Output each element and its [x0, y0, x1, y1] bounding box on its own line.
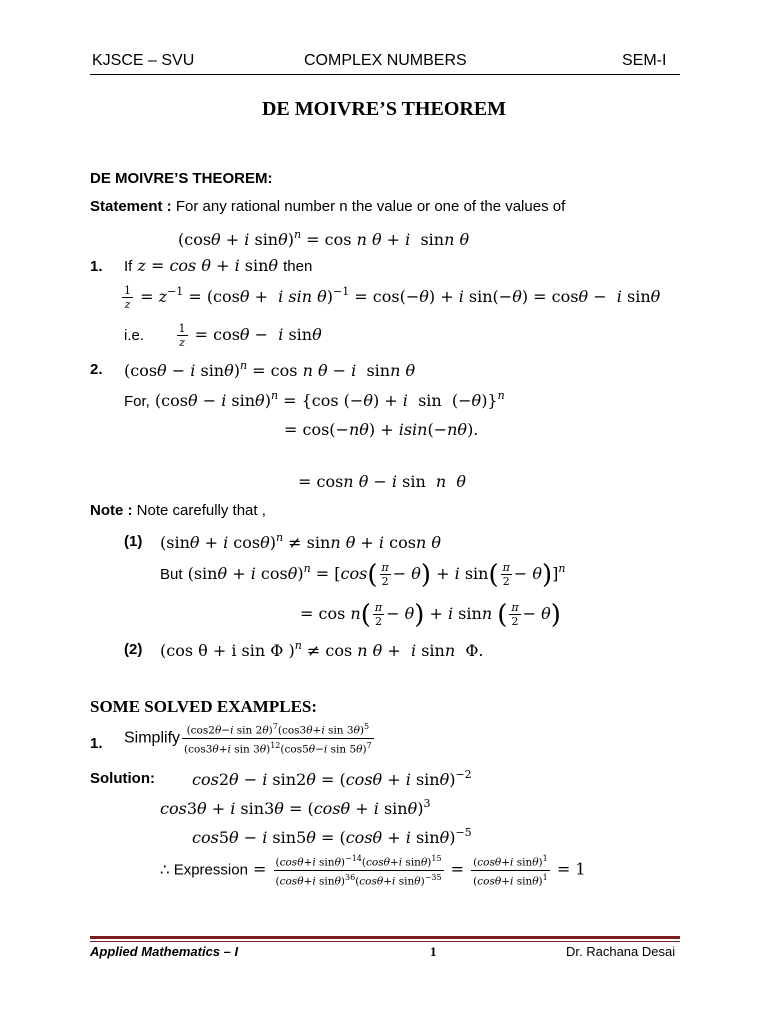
- footer-rule-thin: [90, 941, 680, 942]
- example-1-number: 1.: [90, 735, 103, 752]
- note-text: Note carefully that ,: [132, 502, 266, 519]
- note-1-but-line: But (sinθ + i cosθ)$^n$ = [cos( $\frac{\pi}{2}$ − θ) + i sin( $\frac{\pi}{2}$ − θ)]$^n$: [160, 560, 566, 590]
- item-2-proof-line3: = cosn θ − i sin n θ: [298, 472, 467, 491]
- note-1-formula: (sinθ + i cosθ)$^n$ ≠ sinn θ + i cosn θ: [160, 531, 441, 552]
- item-2-formula: (cosθ − i sinθ)$^n$ = cos n θ − i sinn θ: [124, 359, 416, 380]
- ie-formula: i.e. $\frac{1}{z}$ = cosθ − i sinθ: [124, 322, 322, 349]
- header-right: SEM-I: [622, 52, 667, 69]
- note: [90, 502, 266, 519]
- statement: [90, 198, 565, 215]
- footer-right: Dr. Rachana Desai: [566, 944, 676, 959]
- footer-rule-thick: [90, 936, 680, 939]
- note-1-number: (1): [124, 533, 143, 550]
- solution-line-2: cos3θ + i sin3θ = (cosθ + i sinθ)$^3$: [160, 797, 431, 818]
- page-title: DE MOIVRE’S THEOREM: [261, 98, 507, 120]
- note-2-formula: (cos θ + i sin Φ )$^n$ ≠ cos n θ + i sinn Φ.: [160, 639, 484, 660]
- footer-page-number: 1: [430, 944, 437, 959]
- solution-line-3: cos5θ − i sin5θ = (cosθ + i sinθ)$^{-5}$: [192, 826, 472, 847]
- header-rule: [90, 74, 680, 75]
- note-label: Note :: [90, 502, 133, 519]
- item-1-number: 1.: [90, 258, 103, 275]
- de-moivre-formula: (cosθ + i sinθ)$^n$ = cos n θ + i sinn θ: [178, 228, 470, 249]
- solution-expression: ∴ Expression = $\frac{(\cos\theta+i \sin\theta)^{-14}(\cos\theta+i \sin\theta)^{15}}{(\cos\theta+i \sin\theta)^{36}(\cos\theta+i \sin\theta)^{-35}}$ = $\frac{(\cos\theta+i \sin\theta)^1}{(\cos\theta+i \sin\theta)^1}$ = 1: [160, 854, 586, 887]
- section-heading: DE MOIVRE’S THEOREM:: [90, 170, 273, 187]
- solution-line-1: cos2θ − i sin2θ = (cosθ + i sinθ)$^{-2}$: [192, 768, 472, 789]
- item-2-number: 2.: [90, 361, 103, 378]
- header-center: COMPLEX NUMBERS: [304, 52, 467, 69]
- statement-text: For any rational number n the value or one of the values of: [171, 198, 566, 215]
- examples-heading: SOME SOLVED EXAMPLES:: [90, 697, 318, 716]
- note-1-result: = cos n( $\frac{\pi}{2}$ − θ) + i sinn ( $\frac{\pi}{2}$ − θ): [300, 600, 561, 630]
- reciprocal-formula: $\frac{1}{z}$ = $z^{-1} = (\cos\theta + i$ sin θ)$^{-1}$ = cos(−θ) + i sin(−θ) = cosθ − i sinθ: [124, 284, 661, 311]
- example-1-problem: Simplify $\frac{(\cos 2\theta-i \sin 2\theta)^7(\cos 3\theta+i \sin 3\theta)^5}{(\cos 3\theta+i \sin 3\theta)^{12}(\cos 5\theta-i \sin 5\theta)^7}$: [124, 722, 372, 755]
- item-1-line: If z = cos θ + i sinθ then: [124, 256, 313, 275]
- statement-label: Statement :: [90, 198, 172, 215]
- item-2-proof-line1: For, (cosθ − i sinθ)$^n$ = {cos (−θ) + i sin (−θ)}$^n$: [124, 389, 505, 410]
- header-left: KJSCE – SVU: [92, 52, 195, 69]
- solution-label: Solution:: [90, 770, 155, 787]
- note-2-number: (2): [124, 641, 143, 658]
- item-2-proof-line2: = cos(−nθ) + isin(−nθ).: [284, 420, 479, 439]
- footer-left: Applied Mathematics – I: [90, 944, 239, 959]
